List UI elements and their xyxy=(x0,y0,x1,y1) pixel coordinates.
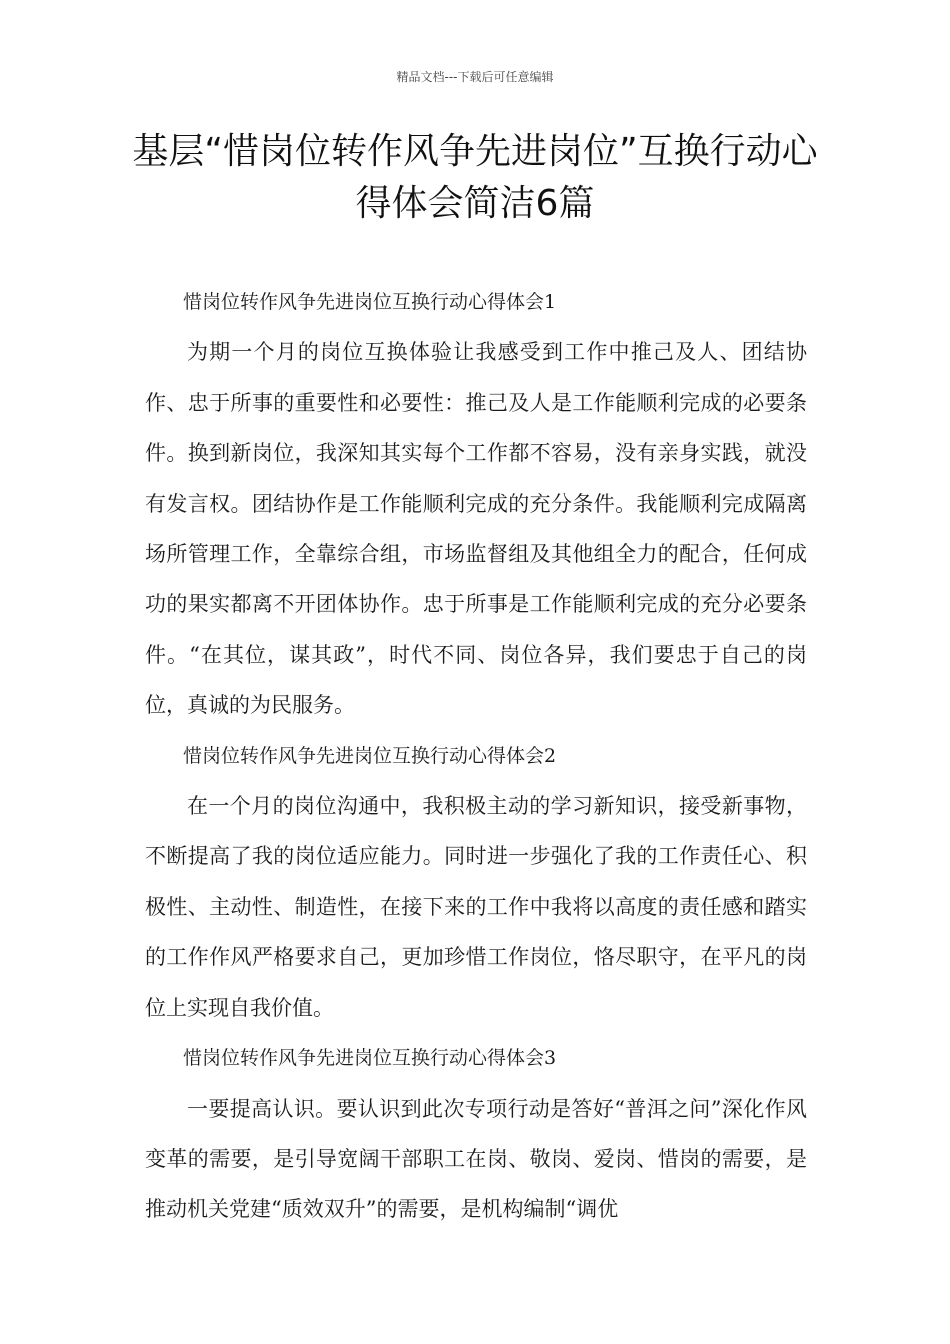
section-paragraph-2: 在一个月的岗位沟通中，我积极主动的学习新知识，接受新事物，不断提高了我的岗位适应能力。同时进一步强化了我的工作责任心、积极性、主动性、制造性，在接下来的工作中我将以高度的责任感和踏实的工作作风严格要求自己，更加珍惜工作岗位，恪尽职守，在平凡的岗位上实现自我价值。 xyxy=(145,794,807,1020)
section-heading-1: 惜岗位转作风争先进岗位互换行动心得体会1 xyxy=(183,291,557,313)
document-title: 基层“惜岗位转作风争先进岗位”互换行动心得体会简洁6篇 xyxy=(132,131,818,224)
section-heading-3: 惜岗位转作风争先进岗位互换行动心得体会3 xyxy=(183,1047,557,1070)
document-body xyxy=(145,277,807,1235)
section-paragraph-1: 为期一个月的岗位互换体验让我感受到工作中推己及人、团结协作、忠于所事的重要性和必要性：推己及人是工作能顺利完成的必要条件。换到新岗位，我深知其实每个工作都不容易，没有亲身实践，就没有发言权。团结协作是工作能顺利完成的充分条件。我能顺利完成隔离场所管理工作，全靠综合组，市场监督组及其他组全力的配合，任何成功的果实都离不开团体协作。忠于所事是工作能顺利完成的充分必要条件。“在其位，谋其政”，时代不同、岗位各异，我们要忠于自己的岗位，真诚的为民服务。 xyxy=(145,340,807,718)
section-paragraph-3: 一要提高认识。要认识到此次专项行动是答好“普洱之问”深化作风变革的需要，是引导宽阔干部职工在岗、敬岗、爱岗、惜岗的需要，是推动机关党建“质效双升”的需要，是机构编制“调优 xyxy=(145,1096,807,1222)
header-note: 精品文档---下载后可任意编辑 xyxy=(396,70,554,84)
section-heading-2: 惜岗位转作风争先进岗位互换行动心得体会2 xyxy=(183,744,557,767)
